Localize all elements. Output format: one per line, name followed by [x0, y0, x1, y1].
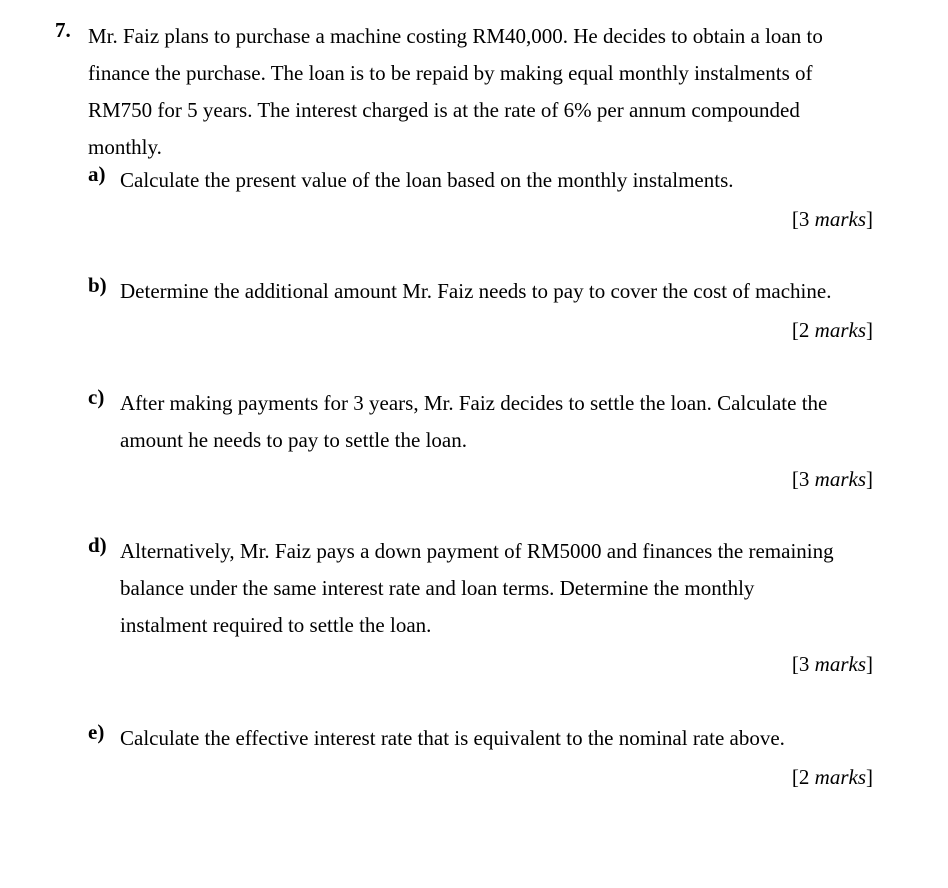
part-label: b)	[88, 273, 107, 297]
marks-word: marks	[814, 467, 866, 491]
stem-line: finance the purchase. The loan is to be repaid by making equal monthly instalments of	[88, 61, 813, 85]
part-text	[120, 720, 870, 757]
marks-close: ]	[866, 467, 873, 491]
marks-open: [3	[791, 207, 815, 231]
part-line: amount he needs to pay to settle the loan.	[120, 428, 467, 452]
part-line: Calculate the present value of the loan based on the monthly instalments.	[120, 168, 734, 192]
part-line: Alternatively, Mr. Faiz pays a down payment of RM5000 and finances the remaining	[120, 539, 834, 563]
marks-open: [2	[791, 318, 815, 342]
marks-close: ]	[866, 207, 873, 231]
question-stem	[88, 18, 878, 166]
marks-open: [3	[791, 467, 815, 491]
part-line: balance under the same interest rate and loan terms. Determine the monthly	[120, 576, 755, 600]
stem-line: RM750 for 5 years. The interest charged is at the rate of 6% per annum compounded	[88, 98, 800, 122]
part-text	[120, 273, 870, 310]
marks-open: [2	[791, 765, 815, 789]
part-line: Determine the additional amount Mr. Faiz needs to pay to cover the cost of machine.	[120, 279, 832, 303]
marks-word: marks	[814, 318, 866, 342]
stem-line: monthly.	[88, 135, 162, 159]
stem-line: Mr. Faiz plans to purchase a machine costing RM40,000. He decides to obtain a loan to	[88, 24, 823, 48]
part-label: e)	[88, 720, 105, 744]
marks-word: marks	[814, 207, 866, 231]
part-label: a)	[88, 162, 106, 186]
marks-close: ]	[866, 318, 873, 342]
part-label: c)	[88, 385, 105, 409]
part-line: instalment required to settle the loan.	[120, 613, 432, 637]
marks-b	[792, 318, 873, 343]
part-line: After making payments for 3 years, Mr. Faiz decides to settle the loan. Calculate the	[120, 391, 828, 415]
marks-close: ]	[866, 652, 873, 676]
marks-e	[792, 765, 873, 790]
part-text	[120, 533, 870, 644]
marks-d	[792, 652, 873, 677]
marks-word: marks	[814, 652, 866, 676]
part-label: d)	[88, 533, 107, 557]
part-text	[120, 162, 870, 199]
part-line: Calculate the effective interest rate that is equivalent to the nominal rate above.	[120, 726, 785, 750]
marks-c	[792, 467, 873, 492]
part-text	[120, 385, 870, 459]
marks-a	[792, 207, 873, 232]
marks-open: [3	[791, 652, 815, 676]
marks-close: ]	[866, 765, 873, 789]
question-number: 7.	[55, 18, 71, 42]
marks-word: marks	[814, 765, 866, 789]
